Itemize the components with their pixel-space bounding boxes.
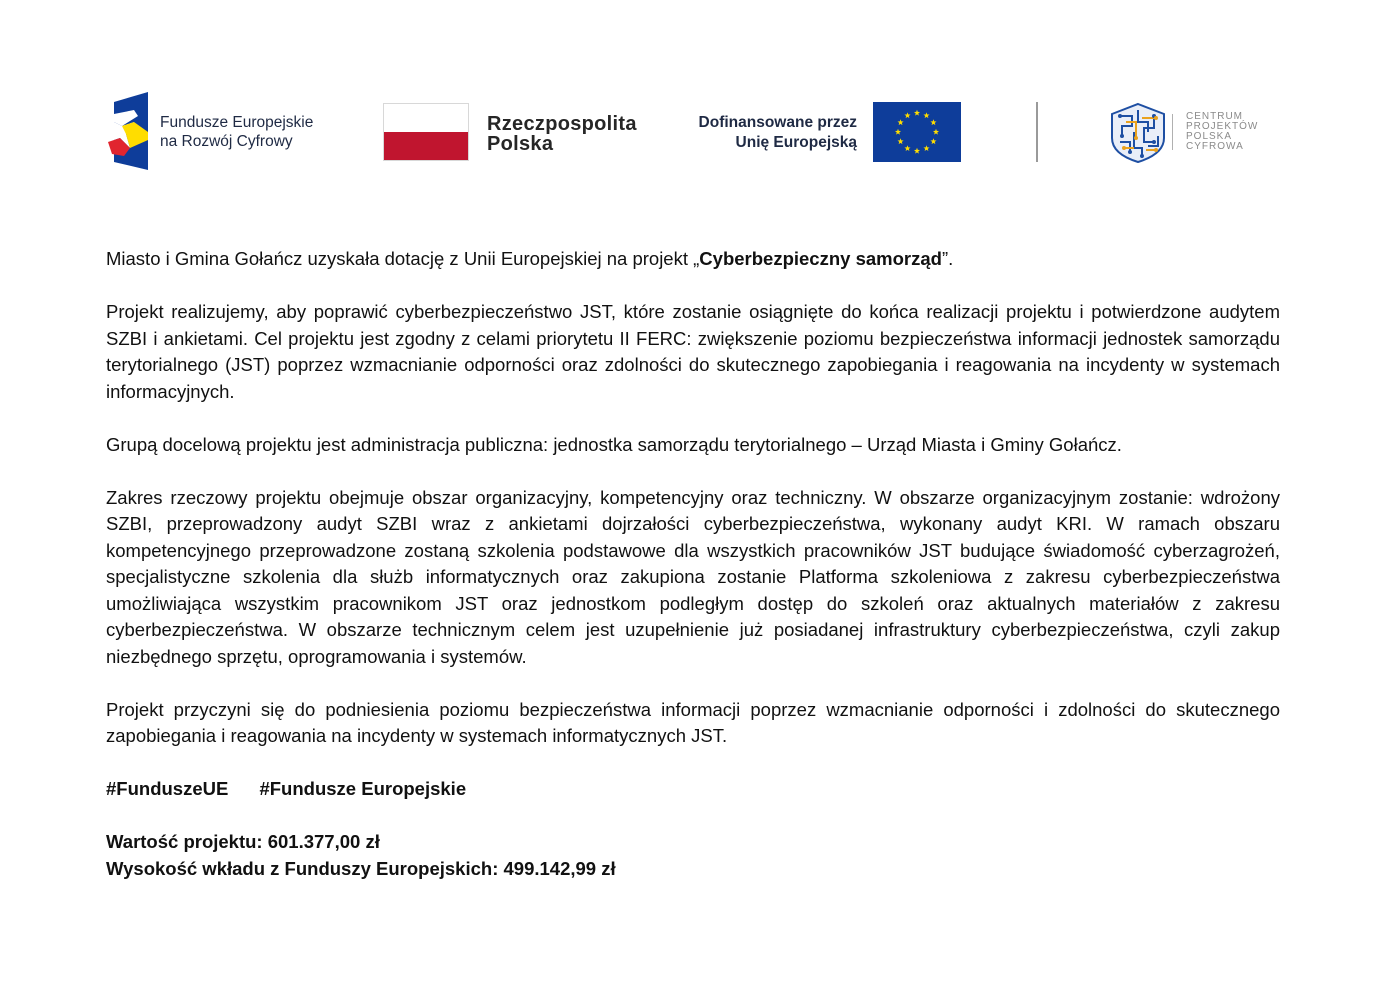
eu-cofinancing-text — [699, 113, 857, 153]
rzeczpospolita-polska-logo — [383, 103, 643, 163]
cppc-line-4: CYFROWA — [1186, 141, 1244, 152]
cppc-text — [1186, 112, 1258, 152]
fundusze-europejskie-text — [160, 113, 360, 151]
intro-text-before: Miasto i Gmina Gołańcz uzyskała dotację z Unii Europejskiej na projekt „ — [106, 248, 700, 269]
fundusze-line-2: na Rozwój Cyfrowy — [160, 133, 293, 150]
eu-line-2: Unię Europejską — [735, 134, 857, 151]
eu-cofinancing-logo — [680, 102, 965, 164]
rzeczpospolita-polska-text — [487, 114, 637, 154]
eu-flag-icon — [873, 102, 961, 162]
eu-contribution-line: Wysokość wkładu z Funduszy Europejskich: 499.142,99 zł — [106, 857, 616, 879]
project-value-line: Wartość projektu: 601.377,00 zł — [106, 831, 380, 852]
fundusze-europejskie-logo — [108, 92, 338, 170]
cppc-line-2: PROJEKTÓW — [1186, 121, 1259, 132]
project-name: Cyberbezpieczny samorząd — [699, 248, 942, 269]
cppc-line-1: CENTRUM — [1186, 111, 1243, 122]
logo-divider — [1036, 102, 1038, 162]
effect-paragraph: Projekt przyczyni się do podniesienia poziomu bezpieczeństwa informacji poprzez wzmacnianie odporności i zdolności do skutecznego zapobiegania i reagowania na incydenty w systemach informatycznych JST. — [106, 698, 1280, 746]
cppc-logo — [1108, 102, 1278, 164]
cppc-separator — [1172, 114, 1173, 150]
project-description — [106, 246, 1280, 882]
target-group-paragraph: Grupą docelową projektu jest administracja publiczna: jednostka samorządu terytorialnego – Urząd Miasta i Gminy Gołańcz. — [106, 433, 1122, 455]
hashtag-fundusze-europejskie: #Fundusze Europejskie — [259, 778, 467, 799]
cppc-circuit-icon — [1108, 102, 1168, 164]
fundusze-line-1: Fundusze Europejskie — [160, 114, 314, 131]
project-values — [106, 829, 1280, 882]
intro-text-after: ”. — [941, 248, 954, 269]
goal-paragraph: Projekt realizujemy, aby poprawić cyberbezpieczeństwo JST, które zostanie osiągnięte do końca realizacji projektu i potwierdzone audytem SZBI i ankietami. Cel projektu jest zgodny z celami priorytetu II FERC: zwiększenie poziomu bezpieczeństwa informacji jednostek samorządu terytorialnego (JST) poprzez wzmacnianie odporności oraz zdolności do skutecznego zapobiegania i reagowania na incydenty w systemach informacyjnych. — [106, 301, 1280, 402]
hashtags — [106, 776, 1280, 803]
intro-paragraph — [106, 246, 1280, 273]
hashtag-funduszeue: #FunduszeUE — [106, 778, 229, 799]
rp-line-1: Rzeczpospolita — [487, 113, 637, 135]
scope-paragraph: Zakres rzeczowy projektu obejmuje obszar organizacyjny, kompetencyjny oraz techniczny. W obszarze organizacyjnym zostanie: wdrożony SZBI, przeprowadzony audyt SZBI wraz z ankietami dojrzałości cyberbezpieczeństwa, wykonany audyt KRI. W ramach obszaru kompetencyjnego przeprowadzone zostaną szkolenia podstawowe dla wszystkich pracowników JST budujące świadomość cyberzagrożeń, specjalistyczne szkolenia dla służb informatycznych oraz zakupiona zostanie Platforma szkoleniowa z zakresu cyberbezpieczeństwa umożliwiająca wszystkim pracownikom JST oraz jednostkom podległym dostęp do szkoleń oraz aktualnych materiałów z zakresu cyberbezpieczeństwa. W obszarze technicznym celem jest uzupełnienie już posiadanej infrastruktury cyberbezpieczeństwa, czyli zakup niezbędnego sprzętu, oprogramowania i systemów. — [106, 486, 1280, 667]
polish-flag-icon — [383, 103, 469, 161]
logo-bar — [0, 0, 1394, 200]
eu-funds-star-icon — [108, 92, 150, 170]
rp-line-2: Polska — [487, 133, 554, 155]
cppc-line-3: POLSKA — [1186, 131, 1233, 142]
eu-line-1: Dofinansowane przez — [698, 114, 857, 131]
